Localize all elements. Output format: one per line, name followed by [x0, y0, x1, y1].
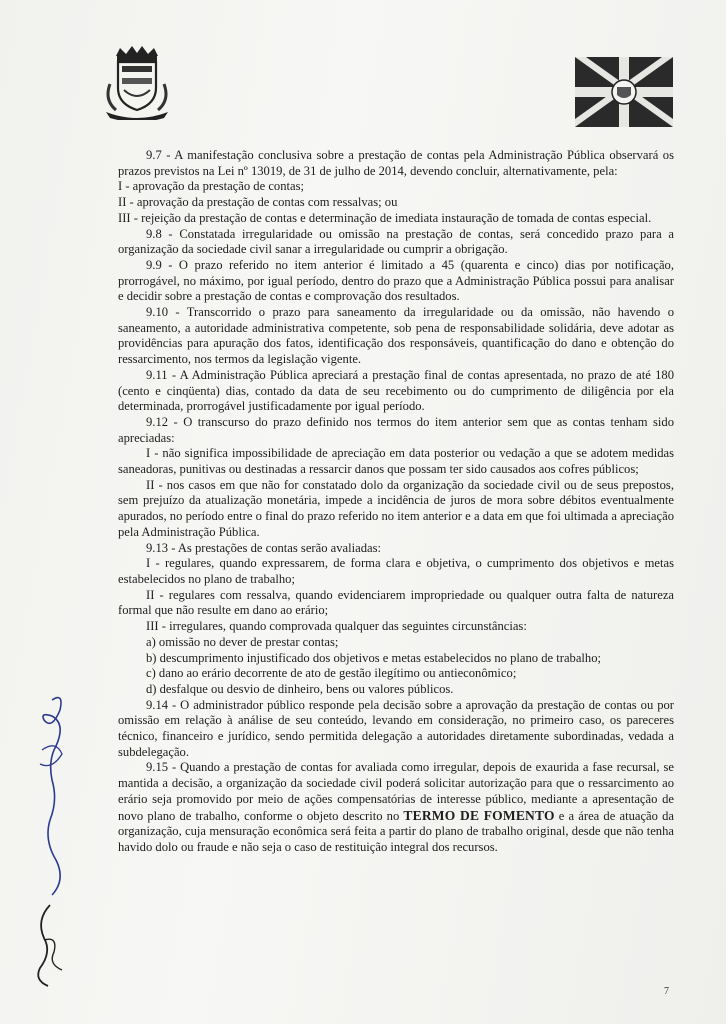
clause-9-15-text-a: 9.15 - Quando a prestação de contas for avaliada como irregular, depois de exaurida a fase recursal, se mantida a decisão, a organização da sociedade civil poderá solicitar autorização para que o ressarcimento ao erário seja promovido por meio de ações compensatórias de interesse público, mediante a apresentação de novo plano de trabalho, conforme o objeto descrito no [118, 760, 674, 823]
clause-9-12-item-ii: II - nos casos em que não for constatado dolo da organização da sociedade civil ou de seus prepostos, sem prejuízo da atualização monetária, impede a incidência de juros de mora sobre débitos eventualmente apurados, no período entre o final do prazo referido no item anterior e a data em que foi ultimada a apreciação pela Administração Pública. [118, 477, 674, 539]
clause-9-9: 9.9 - O prazo referido no item anterior é limitado a 45 (quarenta e cinco) dias por notificação, prorrogável, no máximo, por igual período, dentro do prazo que a Administração Pública possui para analisar e decidir sobre a prestação de contas e comprovação dos resultados. [118, 257, 674, 304]
clause-9-7-item-iii: III - rejeição da prestação de contas e determinação de imediata instauração de tomada de contas especial. [118, 210, 652, 225]
clause-9-12: 9.12 - O transcurso do prazo definido nos termos do item anterior sem que as contas tenham sido apreciadas: [118, 414, 674, 445]
clause-9-13-item-c: c) dano ao erário decorrente de ato de gestão ilegítimo ou antieconômico; [146, 666, 517, 681]
clause-9-13-item-i: I - regulares, quando expressarem, de forma clara e objetiva, o cumprimento dos objetivos e metas estabelecidos no plano de trabalho; [118, 556, 674, 586]
clause-9-13-item-b: b) descumprimento injustificado dos objetivos e metas estabelecidos no plano de trabalho; [146, 650, 602, 665]
clause-9-14: 9.14 - O administrador público responde pela decisão sobre a aprovação da prestação de contas ou por omissão em relação à análise de seu conteúdo, levando em consideração, no primeiro caso, os pareceres técnico, financeiro e jurídico, sendo permitida delegação a autoridades diretamente subordinadas, vedada a subdelegação. [118, 697, 674, 759]
clause-9-13: 9.13 - As prestações de contas serão avaliadas: [146, 540, 382, 555]
clause-9-10: 9.10 - Transcorrido o prazo para saneamento da irregularidade ou da omissão, não havendo o saneamento, a autoridade administrativa competente, sob pena de responsabilidade solidária, deve adotar as providências para apuração dos fatos, identificação dos responsáveis, quantificação do dano e obtenção do ressarcimento, nos termos da legislação vigente. [118, 305, 674, 367]
clause-9-13-item-a: a) omissão no dever de prestar contas; [146, 634, 339, 649]
clause-9-11: 9.11 - A Administração Pública apreciará a prestação final de contas apresentada, no prazo de até 180 (cento e cinqüenta) dias, contado da data de seu recebimento ou do cumprimento de diligência por ela determinada, prorrogável justificadamente por igual período. [118, 367, 674, 414]
municipal-flag-icon [575, 57, 673, 127]
signature-mark [22, 690, 82, 990]
clause-9-15-text-b: e a área de atuação da organização, cuja mensuração econômica será feita a partir do plano de trabalho original, desde que não tenha havido dolo ou fraude e não seja o caso de restituição integral dos recursos. [118, 808, 674, 854]
clause-9-12-item-i: I - não significa impossibilidade de apreciação em data posterior ou vedação a que se adotem medidas saneadoras, punitivas ou destinadas a ressarcir danos que possam ter sido causados aos cofres públicos; [118, 446, 674, 477]
page-number: 7 [664, 986, 669, 997]
clause-9-7: 9.7 - A manifestação conclusiva sobre a prestação de contas pela Administração Pública observará os prazos previstos na Lei nº 13019, de 31 de julho de 2014, devendo concluir, alternativamente, pela: [118, 148, 674, 178]
clause-9-7-item-ii: II - aprovação da prestação de contas com ressalvas; ou [118, 195, 398, 210]
clause-9-13-item-ii: II - regulares com ressalva, quando evidenciarem impropriedade ou qualquer outra falta de natureza formal que não resulte em dano ao erário; [118, 587, 674, 618]
document-body [118, 148, 674, 856]
municipal-crest-icon [102, 44, 172, 120]
clause-9-8: 9.8 - Constatada irregularidade ou omissão na prestação de contas, será concedido prazo para a organização da sociedade civil sanar a irregularidade ou cumprir a obrigação. [118, 226, 674, 257]
clause-9-13-item-d: d) desfalque ou desvio de dinheiro, bens ou valores públicos. [146, 681, 454, 696]
termo-de-fomento-emphasis: TERMO DE FOMENTO [403, 807, 555, 823]
clause-9-15 [118, 760, 674, 855]
clause-9-7-item-i: I - aprovação da prestação de contas; [118, 179, 305, 194]
clause-9-13-item-iii: III - irregulares, quando comprovada qualquer das seguintes circunstâncias: [146, 619, 527, 634]
